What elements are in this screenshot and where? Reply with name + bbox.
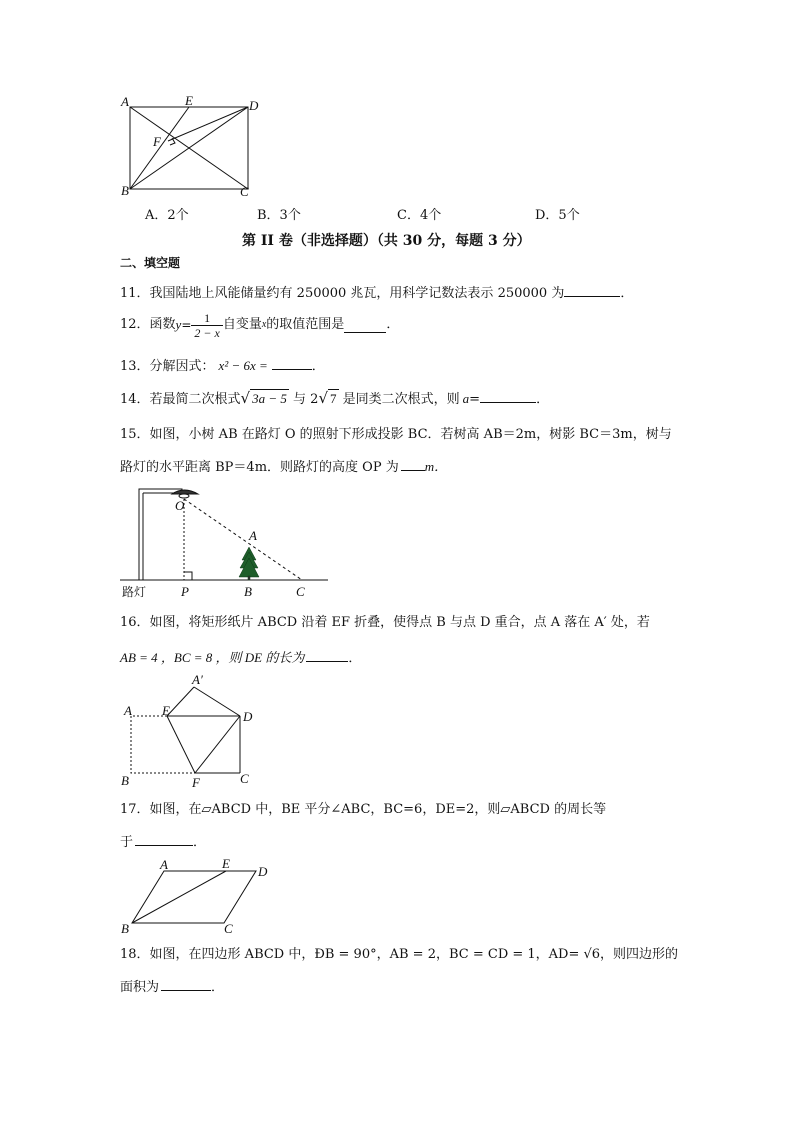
line-a-prime-d bbox=[194, 687, 240, 716]
lamp-head bbox=[172, 490, 198, 494]
label-D: D bbox=[243, 709, 253, 724]
question-14 bbox=[120, 388, 549, 409]
question-15-line1: 15．如图，小树 AB 在路灯 O 的照射下形成投影 BC．若树高 AB＝2m，树影 BC＝3m，树与 bbox=[120, 427, 672, 442]
question-17-line2 bbox=[120, 831, 206, 852]
q15-line2-text: 路灯的水平距离 BP＝4m．则路灯的高度 OP 为 bbox=[120, 460, 399, 475]
q12-pre: 12．函数 bbox=[120, 317, 176, 332]
label-F: F bbox=[153, 134, 161, 149]
label-D: D bbox=[258, 864, 268, 879]
label-O: O bbox=[175, 498, 185, 513]
label-A: A bbox=[160, 857, 168, 872]
q12-denominator: 2 − x bbox=[194, 325, 220, 340]
q11-blank bbox=[564, 282, 620, 297]
q15-blank bbox=[401, 456, 425, 471]
question-18-line1: 18．如图，在四边形 ABCD 中，ÐB = 90°，AB = 2，BC = CD = 1，AD= √6，则四边形的 bbox=[120, 947, 679, 962]
figure-street-lamp bbox=[118, 484, 332, 600]
sqrt-sign-2: √ bbox=[318, 389, 328, 407]
label-E: E bbox=[185, 94, 193, 108]
q14-pre: 14．若最简二次根式 bbox=[120, 392, 241, 407]
q11-end: ． bbox=[620, 286, 634, 301]
q17-blank bbox=[135, 831, 193, 846]
option-a: A．2个 bbox=[145, 208, 189, 223]
label-C: C bbox=[224, 921, 233, 936]
q12-post: 的取值范围是 bbox=[266, 317, 345, 332]
question-16-line2 bbox=[120, 647, 361, 668]
line-be bbox=[132, 871, 226, 923]
q13-expr: x² − 6x = bbox=[218, 358, 268, 373]
label-A: A bbox=[121, 94, 129, 109]
question-12 bbox=[120, 307, 399, 343]
tree-icon bbox=[239, 547, 259, 580]
q16-line2-text: AB = 4 ，BC = 8 ，则 DE 的长为 bbox=[120, 650, 305, 665]
q14-post: 是同类二次根式，则 bbox=[342, 392, 460, 407]
right-angle-mark bbox=[170, 138, 175, 145]
q14-a: a bbox=[462, 391, 470, 406]
section-title: 第 II 卷（非选择题）（共 30 分，每题 3 分） bbox=[242, 233, 531, 249]
q16-end: ． bbox=[348, 651, 362, 666]
label-B: B bbox=[121, 773, 129, 788]
q14-radicand-1: 3a − 5 bbox=[252, 391, 287, 406]
figure-fold bbox=[116, 672, 266, 790]
q14-end: ． bbox=[536, 392, 550, 407]
q12-blank bbox=[344, 318, 386, 333]
q17-line2-text: 于 bbox=[120, 835, 134, 850]
q13-blank bbox=[272, 355, 312, 370]
dashed-abfe bbox=[131, 716, 195, 773]
question-13 bbox=[120, 355, 325, 376]
option-b: B．3个 bbox=[257, 208, 301, 223]
q14-blank bbox=[480, 388, 536, 403]
label-lamp: 路灯 bbox=[122, 585, 147, 599]
label-P: P bbox=[181, 584, 189, 599]
q18-end: ． bbox=[211, 980, 225, 995]
label-C: C bbox=[296, 584, 305, 599]
label-A-prime: A′ bbox=[192, 672, 203, 687]
question-16-line1: 16．如图，将矩形纸片 ABCD 沿着 EF 折叠，使得点 B 与点 D 重合，点 A 落在 A′ 处，若 bbox=[120, 615, 650, 630]
line-ea-prime bbox=[167, 687, 194, 716]
question-18-line2 bbox=[120, 976, 224, 997]
label-A: A bbox=[124, 703, 132, 718]
q12-eq: = bbox=[181, 318, 192, 332]
question-15-line2 bbox=[120, 456, 447, 477]
q17-end: ． bbox=[193, 835, 207, 850]
label-E: E bbox=[222, 856, 230, 871]
figure-parallelogram bbox=[116, 856, 278, 936]
label-C: C bbox=[240, 184, 249, 199]
q13-end: ． bbox=[311, 359, 325, 374]
label-B: B bbox=[244, 584, 252, 599]
q16-blank bbox=[306, 647, 348, 662]
q14-eq: = bbox=[469, 392, 481, 407]
sqrt-sign-1: √ bbox=[240, 389, 251, 407]
label-C: C bbox=[240, 771, 249, 786]
option-d: D．5个 bbox=[535, 208, 580, 223]
option-c: C．4个 bbox=[397, 208, 442, 223]
q11-text: 11．我国陆地上风能储量约有 250000 兆瓦，用科学记数法表示 250000 为 bbox=[120, 286, 565, 301]
q12-numerator: 1 bbox=[191, 311, 222, 326]
question-17-line1: 17．如图，在▱ABCD 中，BE 平分∠ABC，BC=6，DE=2，则▱ABCD 的周长等 bbox=[120, 802, 607, 817]
q12-end: ． bbox=[386, 317, 400, 332]
label-E: E bbox=[162, 703, 170, 718]
parallelogram-abcd bbox=[132, 871, 256, 923]
label-F: F bbox=[192, 775, 200, 790]
q15-unit: m． bbox=[424, 459, 448, 474]
label-B: B bbox=[121, 921, 129, 936]
question-11 bbox=[120, 282, 633, 303]
label-A: A bbox=[249, 528, 257, 543]
line-df bbox=[195, 716, 240, 773]
q12-x: x bbox=[261, 319, 267, 330]
q12-y: y bbox=[175, 317, 182, 332]
line-ef bbox=[167, 716, 195, 773]
q13-pre: 13．分解因式： bbox=[120, 359, 215, 374]
q12-mid: 自变量 bbox=[222, 317, 262, 332]
line-fd bbox=[168, 107, 248, 141]
q14-radicand-2: 7 bbox=[330, 391, 337, 406]
q18-line2-text: 面积为 bbox=[120, 980, 160, 995]
q14-with: 与 2 bbox=[293, 392, 319, 407]
right-angle-p bbox=[184, 572, 192, 580]
figure-rectangle-abcd bbox=[118, 94, 268, 200]
label-B: B bbox=[121, 183, 129, 198]
label-D: D bbox=[249, 98, 259, 113]
q12-fraction bbox=[191, 311, 222, 340]
section-subtitle: 二、填空题 bbox=[120, 256, 181, 270]
q18-blank bbox=[161, 976, 211, 991]
